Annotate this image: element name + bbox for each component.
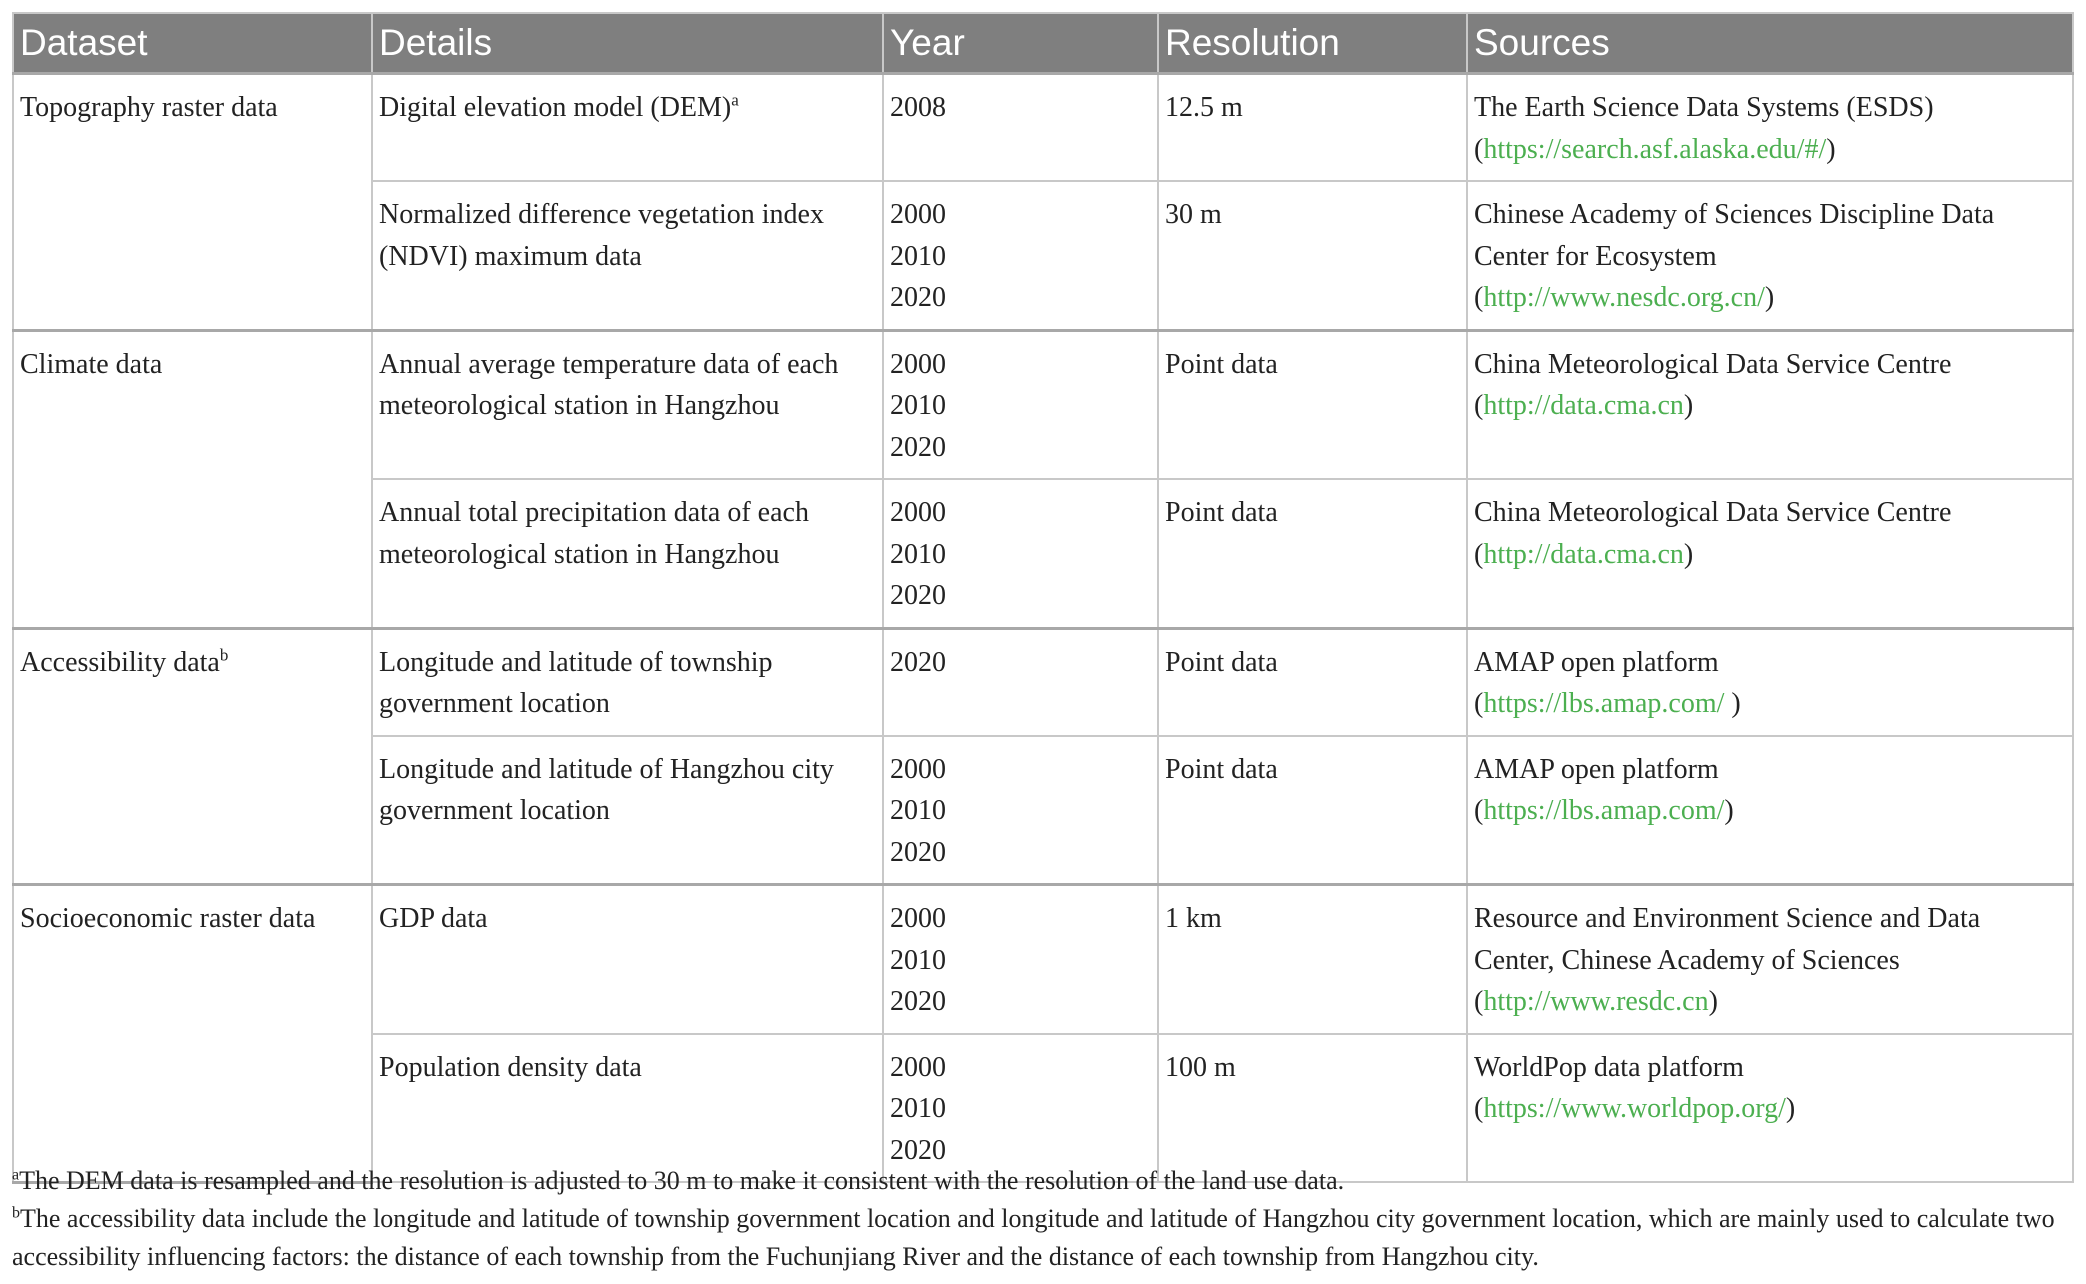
year-cell — [883, 628, 1158, 736]
paren-close: ) — [1731, 688, 1741, 719]
details-text: Population density data — [379, 1051, 642, 1083]
sources-cell — [1467, 330, 2073, 479]
source-url-line — [1474, 1088, 2066, 1130]
resolution-value: Point data — [1165, 497, 1278, 528]
source-link[interactable]: http://data.cma.cn — [1483, 390, 1684, 421]
source-name: AMAP open platform — [1474, 753, 1719, 785]
year-value: 2000 — [890, 348, 946, 380]
details-text: Normalized difference vegetation index (NDVI) maximum data — [379, 199, 824, 272]
source-url-line — [1474, 129, 2066, 171]
year-value: 2010 — [890, 240, 946, 272]
resolution-cell — [1158, 736, 1467, 885]
sources-cell — [1467, 74, 2073, 182]
paren-close: ) — [1764, 282, 1775, 313]
footnote-text: The accessibility data include the longitude and latitude of township government location and longitude and latitude of Hangzhou city government location, which are mainly used to calculate two accessibility influencing factors: the distance of each township from the Fuchunjiang River and the distance of each township from Hangzhou city. — [12, 1204, 2055, 1271]
dataset-cell — [13, 74, 372, 331]
sources-cell — [1467, 885, 2073, 1034]
table-row — [13, 628, 2073, 736]
year-value: 2010 — [890, 1093, 946, 1124]
source-name: Chinese Academy of Sciences Discipline Data — [1474, 199, 1995, 230]
details-text: Annual total precipitation data of each meteorological station in Hangzhou — [379, 497, 809, 570]
resolution-value: 30 m — [1165, 199, 1222, 230]
year-cell — [883, 885, 1158, 1034]
sources-cell — [1467, 736, 2073, 885]
paren-close: ) — [1785, 1093, 1796, 1124]
resolution-cell — [1158, 479, 1467, 628]
footnote-mark: b — [12, 1204, 20, 1222]
resolution-cell — [1158, 330, 1467, 479]
dataset-name: Socioeconomic raster data — [20, 903, 316, 934]
source-name: The Earth Science Data Systems (ESDS) — [1474, 92, 1934, 123]
resolution-cell — [1158, 181, 1467, 330]
footnote-ref: a — [731, 90, 739, 110]
year-value: 2020 — [890, 580, 946, 611]
source-name: AMAP open platform — [1474, 646, 1719, 678]
details-cell — [372, 628, 883, 736]
year-value: 2020 — [890, 282, 946, 313]
sources-cell — [1467, 1034, 2073, 1183]
dataset-cell — [13, 628, 372, 885]
resolution-cell — [1158, 628, 1467, 736]
sources-cell — [1467, 181, 2073, 330]
dataset-cell — [13, 330, 372, 628]
source-link[interactable]: https://search.asf.alaska.edu/#/ — [1483, 133, 1827, 165]
year-value: 2010 — [890, 390, 946, 421]
footnote-b — [12, 1200, 2076, 1276]
paren-open: ( — [1474, 986, 1484, 1017]
year-cell — [883, 181, 1158, 330]
paren-close: ) — [1708, 986, 1718, 1017]
source-link[interactable]: http://data.cma.cn — [1483, 538, 1684, 570]
header-row — [13, 13, 2073, 74]
year-value: 2020 — [890, 836, 946, 868]
source-link[interactable]: http://www.nesdc.org.cn/ — [1483, 282, 1765, 313]
table-container — [12, 12, 2072, 1184]
details-cell — [372, 330, 883, 479]
resolution-value: 100 m — [1165, 1051, 1236, 1083]
dataset-cell — [13, 885, 372, 1183]
details-cell — [372, 736, 883, 885]
resolution-value: 1 km — [1165, 903, 1222, 934]
paren-close: ) — [1826, 133, 1836, 165]
header-year: Year — [883, 13, 1158, 74]
year-cell — [883, 74, 1158, 182]
resolution-value: 12.5 m — [1165, 92, 1243, 123]
table-row — [13, 885, 2073, 1034]
sources-cell — [1467, 479, 2073, 628]
header-dataset: Dataset — [13, 13, 372, 74]
header-details: Details — [372, 13, 883, 74]
year-value: 2000 — [890, 497, 946, 528]
source-name: Resource and Environment Science and Data — [1474, 903, 1981, 934]
resolution-cell — [1158, 885, 1467, 1034]
resolution-value: Point data — [1165, 646, 1278, 678]
year-value: 2010 — [890, 944, 946, 976]
year-value: 2020 — [890, 431, 946, 463]
source-url-line — [1474, 981, 2066, 1023]
table-header — [13, 13, 2073, 74]
header-sources: Sources — [1467, 13, 2073, 74]
year-cell — [883, 479, 1158, 628]
paren-open: ( — [1474, 390, 1484, 421]
source-link[interactable]: http://www.resdc.cn — [1483, 986, 1709, 1017]
table-footnotes — [12, 1162, 2076, 1276]
year-value: 2020 — [890, 986, 946, 1017]
details-cell — [372, 479, 883, 628]
paren-open: ( — [1474, 282, 1484, 313]
header-resolution: Resolution — [1158, 13, 1467, 74]
footnote-a — [12, 1162, 2076, 1200]
source-url-line — [1474, 683, 2066, 725]
table-row — [13, 330, 2073, 479]
paren-open: ( — [1474, 688, 1484, 719]
year-value: 2020 — [890, 1134, 946, 1166]
paren-close: ) — [1683, 538, 1694, 570]
paren-close: ) — [1683, 390, 1694, 421]
details-cell — [372, 885, 883, 1034]
paren-open: ( — [1474, 795, 1484, 826]
dataset-name: Climate data — [20, 348, 163, 380]
year-value: 2000 — [890, 1051, 946, 1083]
year-value: 2000 — [890, 199, 946, 230]
year-value: 2000 — [890, 903, 946, 934]
details-text: Longitude and latitude of Hangzhou city government location — [379, 753, 834, 826]
dataset-name: Accessibility data — [20, 646, 220, 678]
details-text: Annual average temperature data of each meteorological station in Hangzhou — [379, 348, 839, 421]
paren-open: ( — [1474, 1093, 1484, 1124]
footnote-text: The DEM data is resampled and the resolution is adjusted to 30 m to make it consistent with the resolution of the land use data. — [19, 1166, 1345, 1195]
source-link[interactable]: https://www.worldpop.org/ — [1483, 1093, 1786, 1124]
year-cell — [883, 736, 1158, 885]
resolution-value: Point data — [1165, 348, 1278, 380]
source-url-line — [1474, 385, 2066, 427]
footnote-mark: a — [12, 1166, 20, 1184]
resolution-value: Point data — [1165, 753, 1278, 785]
dataset-name: Topography raster data — [20, 92, 278, 123]
paren-close: ) — [1724, 795, 1734, 826]
details-cell — [372, 74, 883, 182]
source-link[interactable]: https://lbs.amap.com/ — [1483, 795, 1725, 826]
data-sources-table — [12, 12, 2074, 1184]
details-cell — [372, 1034, 883, 1183]
details-text: Digital elevation model (DEM) — [379, 92, 732, 123]
source-name: WorldPop data platform — [1474, 1051, 1744, 1083]
paren-open: ( — [1474, 538, 1484, 570]
details-text: Longitude and latitude of township government location — [379, 646, 773, 719]
year-value: 2020 — [890, 646, 946, 678]
details-cell — [372, 181, 883, 330]
paren-open: ( — [1474, 133, 1484, 165]
table-row — [13, 74, 2073, 182]
year-cell — [883, 1034, 1158, 1183]
source-url-line — [1474, 790, 2066, 832]
sources-cell — [1467, 628, 2073, 736]
source-url-line — [1474, 277, 2066, 319]
resolution-cell — [1158, 74, 1467, 182]
source-name: Center, Chinese Academy of Sciences — [1474, 944, 1900, 976]
year-value: 2010 — [890, 538, 946, 570]
source-name: China Meteorological Data Service Centre — [1474, 348, 1952, 380]
resolution-cell — [1158, 1034, 1467, 1183]
source-name: Center for Ecosystem — [1474, 240, 1717, 272]
source-url-line — [1474, 534, 2066, 576]
footnote-ref: b — [219, 645, 229, 665]
source-link[interactable]: https://lbs.amap.com/ — [1483, 688, 1732, 719]
year-cell — [883, 330, 1158, 479]
year-value: 2000 — [890, 753, 946, 785]
table-body — [13, 74, 2073, 1183]
year-value: 2010 — [890, 795, 946, 826]
source-name: China Meteorological Data Service Centre — [1474, 497, 1952, 528]
year-value: 2008 — [890, 92, 946, 123]
details-text: GDP data — [379, 903, 488, 934]
